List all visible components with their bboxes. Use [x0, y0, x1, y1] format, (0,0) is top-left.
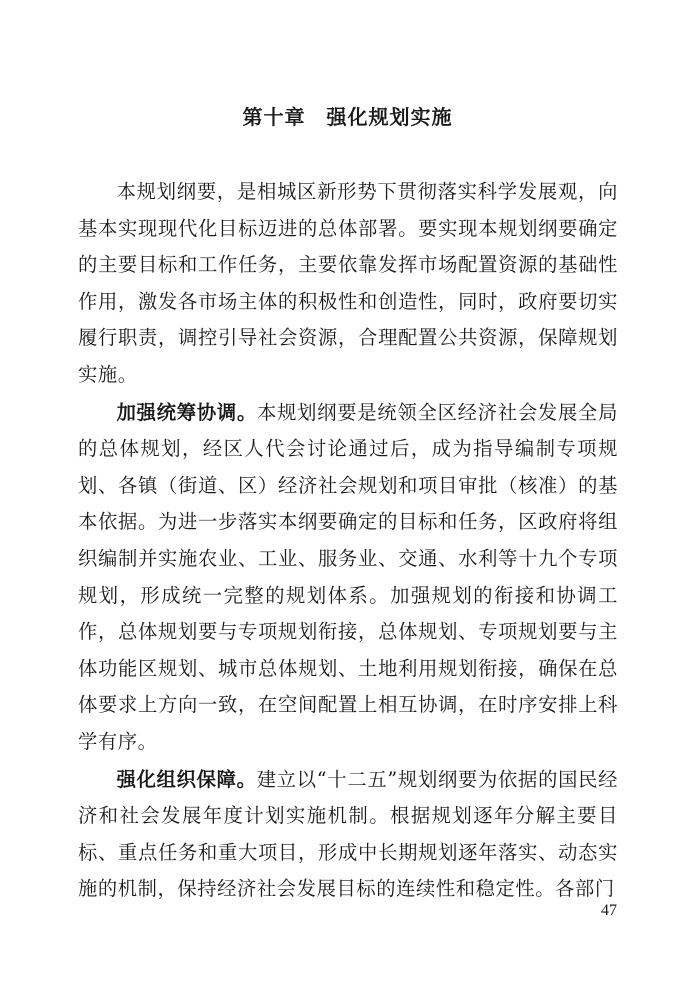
paragraph-text: 建立以“十二五”规划纲要为依据的国民经济和社会发展年度计划实施机制。根据规划逐年分解主要目标、重点任务和重大项目，形成中长期规划逐年落实、动态实施的机制，保持经济社会发展目标的连续性和稳定性。各部门 [78, 767, 618, 901]
paragraph-text: 本规划纲要，是相城区新形势下贯彻落实科学发展观，向基本实现现代化目标迈进的总体部署。要实现本规划纲要确定的主要目标和工作任务，主要依靠发挥市场配置资源的基础性作用，激发各市场主体的积极性和创造性，同时，政府要切实履行职责，调控引导社会资源，合理配置公共资源，保障规划实施。 [78, 180, 618, 386]
paragraph-lead: 加强统筹协调。 [116, 400, 258, 424]
page-number: 47 [601, 902, 617, 919]
intro-paragraph [78, 174, 618, 394]
chapter-title: 第十章 强化规划实施 [242, 105, 453, 129]
paragraph-text: 本规划纲要是统领全区经济社会发展全局的总体规划，经区人代会讨论通过后，成为指导编制专项规划、各镇（街道、区）经济社会规划和项目审批（核准）的基本依据。为进一步落实本纲要确定的目标和任务，区政府将组织编制并实施农业、工业、服务业、交通、水利等十九个专项规划，形成统一完整的规划体系。加强规划的衔接和协调工作，总体规划要与专项规划衔接，总体规划、专项规划要与主体功能区规划、城市总体规划、土地利用规划衔接，确保在总体要求上方向一致，在空间配置上相互协调，在时序安排上科学有序。 [78, 400, 618, 753]
coordination-paragraph [78, 395, 618, 761]
body-text [78, 174, 618, 908]
organization-paragraph [78, 762, 618, 908]
paragraph-lead: 强化组织保障。 [116, 767, 257, 791]
